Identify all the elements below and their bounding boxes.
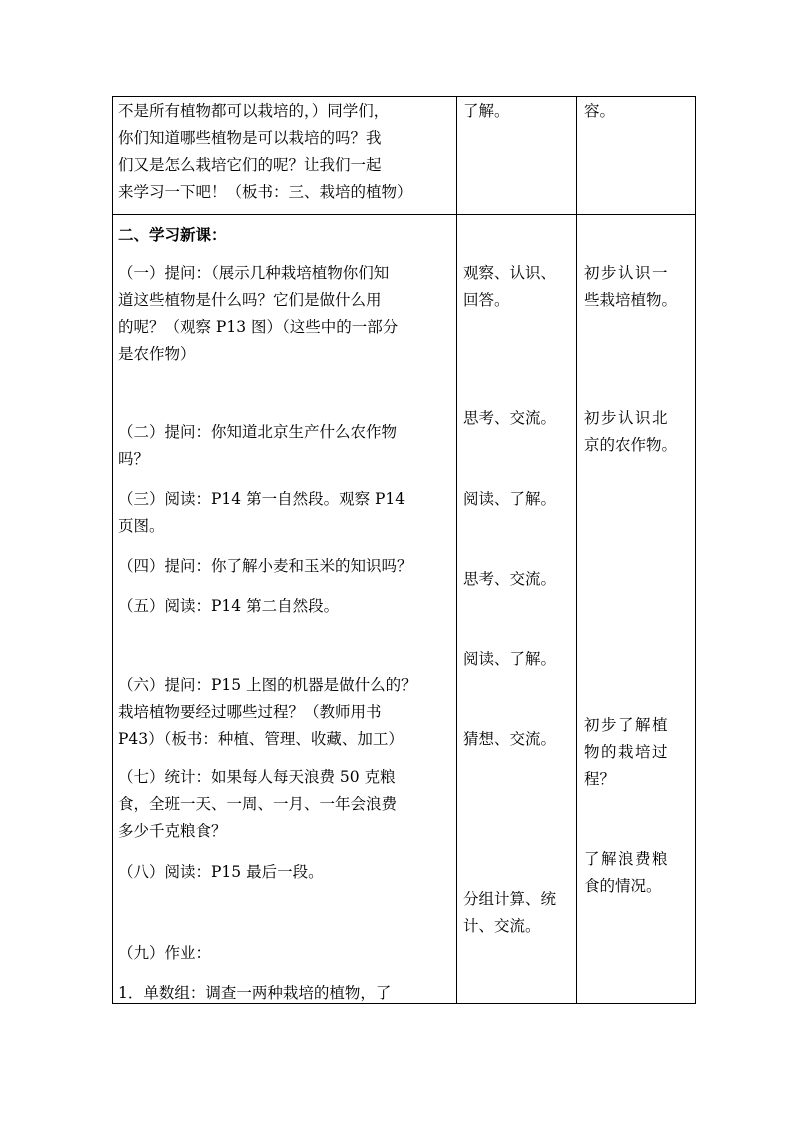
row1-col3-text: 容。 [584, 102, 616, 120]
step-6-line: 栽培植物要经过哪些过程？（教师用书 [118, 703, 382, 721]
step-4-line: （四）提问：你了解小麦和玉米的知识吗？ [118, 557, 413, 575]
design-intent-4: 食的情况。 [584, 877, 662, 895]
section-heading: 二、学习新课： [118, 225, 227, 244]
row1-col1-line: 不是所有植物都可以栽培的，）同学们， [118, 102, 390, 120]
design-intent-1: 些栽培植物。 [584, 291, 678, 309]
student-activity-4: 思考、交流。 [463, 570, 557, 588]
student-activity-2: 思考、交流。 [463, 409, 557, 427]
table-divider-col2 [576, 96, 577, 1004]
step-7-line: 食，全班一天、一周、一月、一年会浪费 [118, 795, 398, 813]
step-1-line: 的呢？（观察 P13 图）（这些中的一部分 [118, 318, 399, 336]
student-activity-5: 阅读、了解。 [463, 650, 557, 668]
step-7-line: （七）统计：如果每人每天浪费 50 克粮 [118, 768, 396, 786]
row1-col1-line: 你们知道哪些植物是可以栽培的吗？我 [118, 129, 382, 147]
design-intent-3: 程？ [584, 770, 616, 788]
step-2-line: 吗？ [118, 450, 150, 468]
step-1-line: 道这些植物是什么吗？它们是做什么用 [118, 291, 382, 309]
step-7-line: 多少千克粮食？ [118, 822, 227, 840]
step-1-line: 是农作物） [118, 345, 196, 363]
student-activity-3: 阅读、了解。 [463, 490, 557, 508]
student-activity-6: 猜想、交流。 [463, 730, 557, 748]
table-divider-col1 [456, 96, 457, 1004]
step-1-line: （一）提问：（展示几种栽培植物你们知 [118, 264, 390, 282]
student-activity-7: 分组计算、统 [463, 890, 557, 908]
step-3-line: （三）阅读：P14 第一自然段。观察 P14 [118, 490, 406, 508]
table-border-left [112, 96, 113, 1004]
design-intent-3: 物的栽培过 [584, 743, 670, 761]
design-intent-3: 初步了解植 [584, 716, 670, 734]
design-intent-2: 京的农作物。 [584, 436, 678, 454]
student-activity-7: 计、交流。 [463, 917, 541, 935]
step-6-line: P43）（板书：种植、管理、收藏、加工） [118, 730, 404, 748]
step-3-line: 页图。 [118, 517, 165, 535]
table-row-divider [112, 214, 696, 215]
table-border-right [695, 96, 696, 1004]
step-2-line: （二）提问：你知道北京生产什么农作物 [118, 423, 398, 441]
lesson-plan-table [112, 96, 696, 1004]
design-intent-1: 初步认识一 [584, 264, 670, 282]
step-9-line: （九）作业： [118, 944, 212, 962]
step-8-line: （八）阅读：P15 最后一段。 [118, 863, 324, 881]
design-intent-2: 初步认识北 [584, 409, 670, 427]
step-6-line: （六）提问：P15 上图的机器是做什么的？ [118, 676, 417, 694]
row1-col1-line: 们又是怎么栽培它们的呢？让我们一起 [118, 156, 382, 174]
design-intent-4: 了解浪费粮 [584, 850, 670, 868]
step-5-line: （五）阅读：P14 第二自然段。 [118, 597, 340, 615]
table-border-top [112, 96, 696, 97]
student-activity-1: 观察、认识、 [463, 264, 557, 282]
step-10-line: 1．单数组：调查一两种栽培的植物，了 [118, 984, 392, 1002]
row1-col1-line: 来学习一下吧！（板书：三、栽培的植物） [118, 183, 413, 201]
row1-col2-text: 了解。 [463, 102, 510, 120]
student-activity-1: 回答。 [463, 291, 510, 309]
